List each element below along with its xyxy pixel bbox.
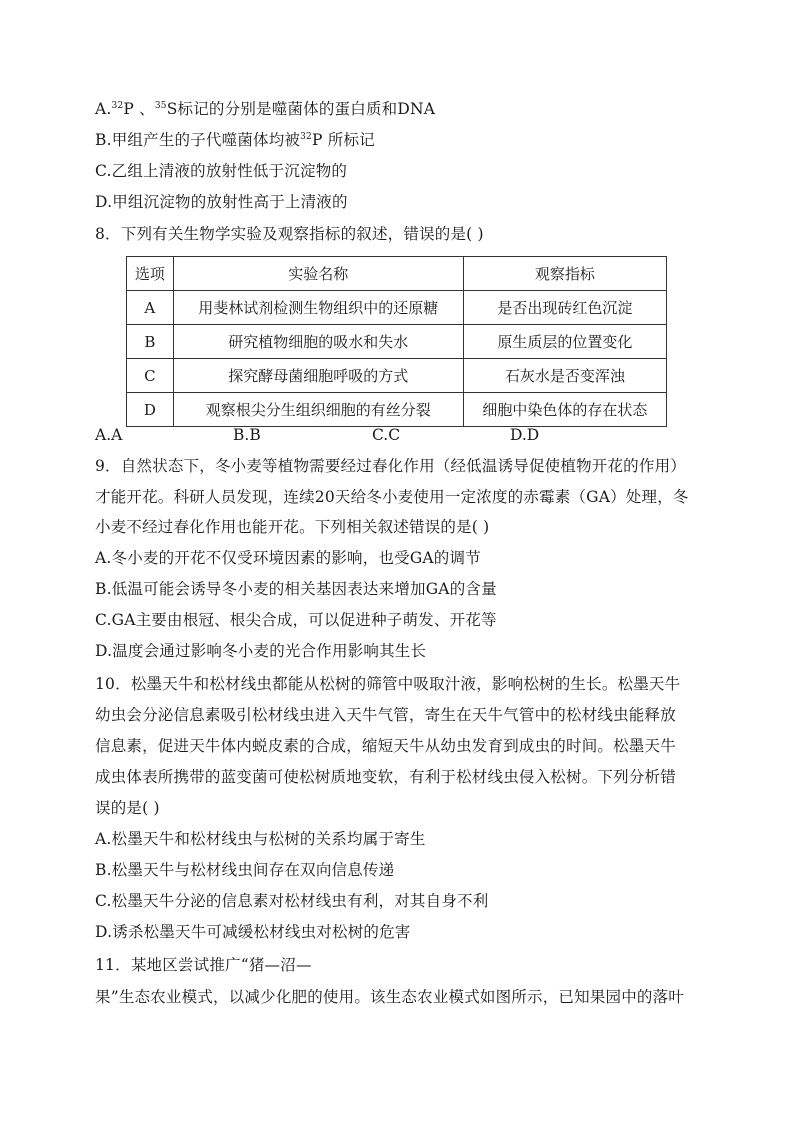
table-row — [127, 325, 667, 359]
q10-stem-line: 10．松墨天牛和松材线虫都能从松树的筛管中吸取汁液，影响松树的生长。松墨天牛 — [95, 675, 681, 693]
q11-stem-line: 果”生态农业模式，以减少化肥的使用。该生态农业模式如图所示，已知果园中的落叶 — [95, 988, 685, 1006]
table-header-cell: 实验名称 — [173, 257, 463, 291]
q9-option-a: A.冬小麦的开花不仅受环境因素的影响，也受GA的调节 — [95, 549, 481, 567]
q7-option-a: A.$^{32}$P 、$^{35}$S标记的分别是噬菌体的蛋白质和DNA — [95, 100, 436, 118]
table-cell: 是否出现砖红色沉淀 — [463, 291, 666, 325]
table-cell: 细胞中染色体的存在状态 — [463, 393, 666, 427]
table-cell: B — [127, 325, 174, 359]
experiment-table — [126, 256, 667, 427]
q8-option-b: B.B — [233, 426, 261, 444]
q10-option-c: C.松墨天牛分泌的信息素对松材线虫有利，对其自身不利 — [95, 892, 489, 910]
q10-stem-line: 幼虫会分泌信息素吸引松材线虫进入天牛气管，寄生在天牛气管中的松材线虫能释放 — [95, 706, 676, 724]
q10-stem-line: 成虫体表所携带的蓝变菌可使松树质地变软，有利于松材线虫侵入松树。下列分析错 — [95, 768, 676, 786]
q9-stem-line: 9．自然状态下，冬小麦等植物需要经过春化作用（经低温诱导促使植物开花的作用） — [95, 457, 686, 475]
table-row — [127, 291, 667, 325]
q10-stem-line: 误的是( ) — [95, 799, 160, 817]
q8-options — [95, 426, 695, 446]
table-cell: 原生质层的位置变化 — [463, 325, 666, 359]
q7-option-b: B.甲组产生的子代噬菌体均被$^{32}$P 所标记 — [95, 131, 375, 149]
table-header-cell: 观察指标 — [463, 257, 666, 291]
q10-option-b: B.松墨天牛与松材线虫间存在双向信息传递 — [95, 861, 395, 879]
table-header-row — [127, 257, 667, 291]
table-cell: A — [127, 291, 174, 325]
q9-option-c: C.GA主要由根冠、根尖合成，可以促进种子萌发、开花等 — [95, 611, 497, 629]
q8-option-d: D.D — [510, 426, 540, 444]
q7-option-c: C.乙组上清液的放射性低于沉淀物的 — [95, 162, 348, 180]
table-cell: 探究酵母菌细胞呼吸的方式 — [173, 359, 463, 393]
table-cell: C — [127, 359, 174, 393]
q11-stem-line: 11．某地区尝试推广“猪—沼— — [95, 956, 312, 974]
q8-stem: 8．下列有关生物学实验及观察指标的叙述，错误的是( ) — [95, 225, 484, 243]
table-row — [127, 359, 667, 393]
q9-option-b: B.低温可能会诱导冬小麦的相关基因表达来增加GA的含量 — [95, 580, 497, 598]
q9-stem-line: 才能开花。科研人员发现，连续20天给冬小麦使用一定浓度的赤霉素（GA）处理，冬 — [95, 488, 689, 506]
q8-option-a: A.A — [95, 426, 123, 444]
table-cell: 研究植物细胞的吸水和失水 — [173, 325, 463, 359]
q10-option-d: D.诱杀松墨天牛可减缓松材线虫对松树的危害 — [95, 923, 411, 941]
q7-option-d: D.甲组沉淀物的放射性高于上清液的 — [95, 193, 348, 211]
table-cell: 观察根尖分生组织细胞的有丝分裂 — [173, 393, 463, 427]
table-cell: 石灰水是否变浑浊 — [463, 359, 666, 393]
q9-stem-line: 小麦不经过春化作用也能开花。下列相关叙述错误的是( ) — [95, 518, 490, 536]
q10-stem-line: 信息素，促进天牛体内蜕皮素的合成，缩短天牛从幼虫发育到成虫的时间。松墨天牛 — [95, 737, 676, 755]
table-header-cell: 选项 — [127, 257, 174, 291]
table-row — [127, 393, 667, 427]
q8-option-c: C.C — [372, 426, 401, 444]
table-cell: 用斐林试剂检测生物组织中的还原糖 — [173, 291, 463, 325]
q9-option-d: D.温度会通过影响冬小麦的光合作用影响其生长 — [95, 642, 427, 660]
q10-option-a: A.松墨天牛和松材线虫与松树的关系均属于寄生 — [95, 830, 426, 848]
table-cell: D — [127, 393, 174, 427]
